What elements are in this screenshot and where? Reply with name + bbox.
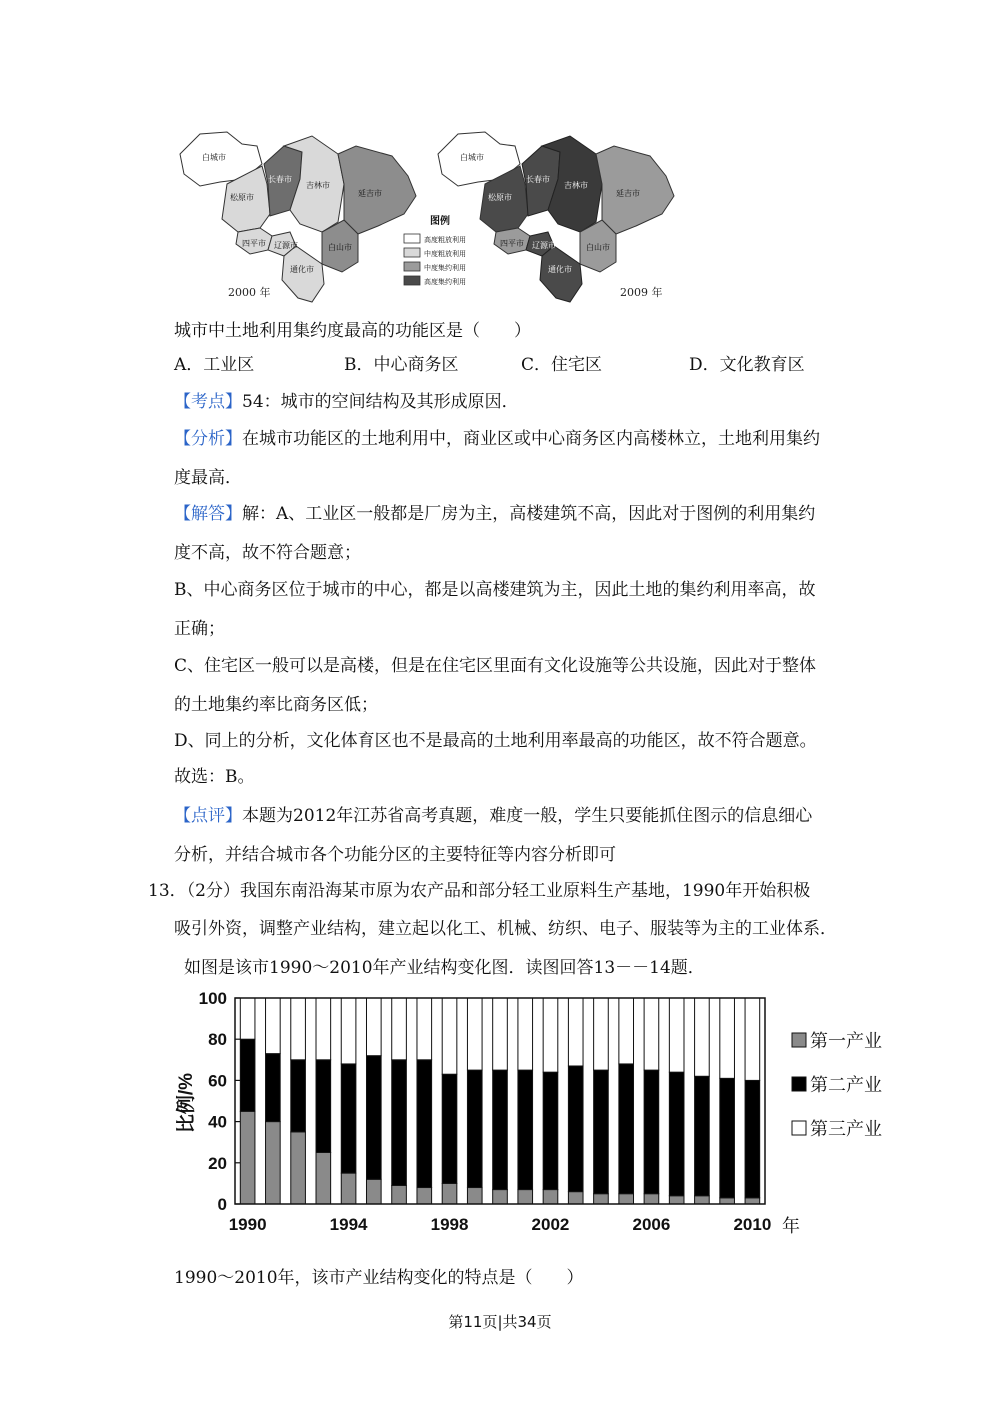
svg-text:长春市: 长春市 <box>526 175 550 184</box>
svg-text:通化市: 通化市 <box>290 265 314 274</box>
bar-segment-2000-series-3 <box>493 998 508 1070</box>
x-tick-label: 2002 <box>531 1215 570 1234</box>
bar-segment-1998-series-1 <box>442 1183 457 1204</box>
jieda-line2: 度不高，故不符合题意； <box>174 543 361 563</box>
bar-segment-1996-series-2 <box>392 1060 407 1186</box>
bar-segment-1999-series-1 <box>467 1188 482 1204</box>
bar-segment-1990-series-3 <box>240 998 255 1039</box>
bar-segment-2009-series-1 <box>720 1198 735 1204</box>
svg-text:白山市: 白山市 <box>586 243 610 252</box>
map-2000-tonghua <box>282 246 324 302</box>
bar-segment-2006-series-2 <box>644 1070 659 1194</box>
q12-option-d: D．文化教育区 <box>689 355 805 375</box>
svg-text:中度集约利用: 中度集约利用 <box>424 264 466 272</box>
x-tick-label: 1994 <box>329 1215 368 1234</box>
bar-segment-2009-series-3 <box>720 998 735 1078</box>
legend-swatch <box>792 1121 806 1135</box>
bar-segment-2004-series-2 <box>594 1070 609 1194</box>
svg-text:白城市: 白城市 <box>460 153 484 162</box>
y-tick-label: 100 <box>198 989 227 1008</box>
bar-segment-2002-series-1 <box>543 1190 558 1204</box>
svg-text:2000 年: 2000 年 <box>228 286 271 299</box>
bar-segment-2000-series-1 <box>493 1190 508 1204</box>
svg-text:松原市: 松原市 <box>230 193 254 202</box>
y-tick-label: 20 <box>208 1153 227 1173</box>
y-tick-label: 40 <box>208 1112 227 1132</box>
map-2009-tonghua <box>540 246 582 302</box>
kaodian-tag: 【考点】 <box>174 392 242 412</box>
dianping-line1: 本题为2012年江苏省高考真题，难度一般，学生只要能抓住图示的信息细心 <box>242 806 813 826</box>
bar-segment-1992-series-2 <box>291 1060 306 1132</box>
bar-segment-2001-series-2 <box>518 1070 533 1189</box>
bar-segment-2003-series-3 <box>568 998 583 1066</box>
dianping-line2: 分析，并结合城市各个功能分区的主要特征等内容分析即可 <box>174 845 616 865</box>
q12-option-a: A．工业区 <box>174 355 255 375</box>
q13-line2: 吸引外资，调整产业结构，建立起以化工、机械、纺织、电子、服装等为主的工业体系． <box>174 919 837 939</box>
bar-segment-1999-series-2 <box>467 1070 482 1187</box>
x-tick-label: 1998 <box>430 1215 469 1234</box>
svg-text:长春市: 长春市 <box>268 175 292 184</box>
bar-segment-2003-series-2 <box>568 1066 583 1192</box>
svg-text:高度集约利用: 高度集约利用 <box>424 278 466 286</box>
svg-text:四平市: 四平市 <box>500 239 524 248</box>
svg-text:辽源市: 辽源市 <box>532 241 556 250</box>
bar-segment-2007-series-3 <box>669 998 684 1072</box>
q12-dianping <box>174 804 812 828</box>
bar-segment-1992-series-1 <box>291 1132 306 1204</box>
bar-segment-2010-series-2 <box>745 1080 760 1197</box>
jieda-line3: B、中心商务区位于城市的中心，都是以高楼建筑为主，因此土地的集约利用率高，故 <box>174 580 816 600</box>
jieda-tag: 【解答】 <box>174 504 242 524</box>
svg-text:白山市: 白山市 <box>328 243 352 252</box>
bar-segment-1995-series-1 <box>366 1179 381 1204</box>
map-2000 <box>180 132 416 302</box>
bar-segment-1990-series-1 <box>240 1111 255 1204</box>
bar-segment-2008-series-2 <box>695 1076 710 1195</box>
bar-segment-1997-series-2 <box>417 1060 432 1188</box>
bar-segment-2004-series-1 <box>594 1194 609 1204</box>
bar-segment-2008-series-3 <box>695 998 710 1076</box>
svg-text:四平市: 四平市 <box>242 239 266 248</box>
q12-option-c: C．住宅区 <box>521 355 603 375</box>
legend-label: 第三产业 <box>810 1119 882 1140</box>
y-axis-label: 比例/% <box>176 1072 197 1134</box>
q12-kaodian <box>174 390 519 414</box>
q12-jieda <box>174 502 815 526</box>
bar-segment-2007-series-1 <box>669 1196 684 1204</box>
jieda-line5: C、住宅区一般可以是高楼，但是在住宅区里面有文化设施等公共设施，因此对于整体 <box>174 656 817 676</box>
bar-segment-2008-series-1 <box>695 1196 710 1204</box>
bar-segment-1996-series-1 <box>392 1185 407 1204</box>
x-tick-label: 2010 <box>733 1215 772 1234</box>
bar-segment-2001-series-3 <box>518 998 533 1070</box>
legend-swatch <box>792 1077 806 1091</box>
bar-segment-2001-series-1 <box>518 1190 533 1204</box>
bar-segment-1997-series-3 <box>417 998 432 1060</box>
bar-segment-2005-series-2 <box>619 1064 634 1194</box>
jieda-line4: 正确； <box>174 619 225 639</box>
legend-label: 第二产业 <box>810 1075 882 1096</box>
svg-text:2009 年: 2009 年 <box>620 286 663 299</box>
q13-line3: 如图是该市1990～2010年产业结构变化图．读图回答13－－14题． <box>184 958 705 978</box>
svg-text:白城市: 白城市 <box>202 153 226 162</box>
bar-segment-1994-series-2 <box>341 1064 356 1173</box>
bar-segment-1996-series-3 <box>392 998 407 1060</box>
q12-option-b: B．中心商务区 <box>344 355 459 375</box>
chart-legend <box>792 1031 882 1140</box>
bar-segment-1990-series-2 <box>240 1039 255 1111</box>
legend-swatch <box>792 1033 806 1047</box>
svg-text:吉林市: 吉林市 <box>306 181 330 190</box>
svg-text:中度粗放利用: 中度粗放利用 <box>424 250 466 258</box>
bar-segment-2002-series-3 <box>543 998 558 1072</box>
y-tick-label: 80 <box>208 1030 227 1050</box>
jieda-line6: 的土地集约率比商务区低； <box>174 695 378 715</box>
x-tick-label: 1990 <box>228 1215 267 1234</box>
map-2009 <box>438 132 674 302</box>
svg-text:通化市: 通化市 <box>548 265 572 274</box>
bar-segment-2007-series-2 <box>669 1072 684 1196</box>
bar-segment-2004-series-3 <box>594 998 609 1070</box>
bar-segment-2000-series-2 <box>493 1070 508 1189</box>
bar-segment-1991-series-1 <box>266 1122 281 1204</box>
fenxi-line2: 度最高． <box>174 468 242 488</box>
svg-text:松原市: 松原市 <box>488 193 512 202</box>
svg-text:图例: 图例 <box>430 216 450 227</box>
bar-segment-2005-series-3 <box>619 998 634 1064</box>
q12-stem: 城市中土地利用集约度最高的功能区是（ ） <box>174 321 531 341</box>
y-tick-label: 0 <box>217 1195 227 1214</box>
industry-structure-chart <box>170 985 910 1245</box>
bar-segment-1993-series-3 <box>316 998 331 1060</box>
svg-text:高度粗放利用: 高度粗放利用 <box>424 236 466 244</box>
bar-segment-1995-series-3 <box>366 998 381 1056</box>
bar-segment-1999-series-3 <box>467 998 482 1070</box>
y-tick-label: 60 <box>208 1071 227 1091</box>
bar-segment-2006-series-1 <box>644 1194 659 1204</box>
jieda-line7: D、同上的分析，文化体育区也不是最高的土地利用率最高的功能区，故不符合题意。 <box>174 731 817 751</box>
page-footer: 第11页|共34页 <box>448 1313 552 1331</box>
fenxi-line1: 在城市功能区的土地利用中，商业区或中心商务区内高楼林立，土地利用集约 <box>242 429 820 449</box>
svg-text:辽源市: 辽源市 <box>274 241 298 250</box>
dianping-tag: 【点评】 <box>174 806 242 826</box>
q13-line1: 13．（2分）我国东南沿海某市原为农产品和部分轻工业原料生产基地，1990年开始积极 <box>148 881 811 901</box>
bar-segment-1991-series-3 <box>266 998 281 1054</box>
land-use-map-figure <box>172 124 676 304</box>
bar-segment-2002-series-2 <box>543 1072 558 1189</box>
bar-segment-1998-series-3 <box>442 998 457 1074</box>
bar-segment-2010-series-1 <box>745 1198 760 1204</box>
bar-segment-1992-series-3 <box>291 998 306 1060</box>
bar-segment-2003-series-1 <box>568 1192 583 1204</box>
bar-segment-1993-series-2 <box>316 1060 331 1153</box>
bar-segment-2005-series-1 <box>619 1194 634 1204</box>
map-legend <box>404 214 466 286</box>
chart-x-axis <box>229 1215 772 1234</box>
bar-segment-1994-series-1 <box>341 1173 356 1204</box>
bar-segment-1994-series-3 <box>341 998 356 1064</box>
jieda-line1: 解：A、工业区一般都是厂房为主，高楼建筑不高，因此对于图例的利用集约 <box>242 504 816 524</box>
chart-bars <box>240 998 759 1204</box>
svg-text:延吉市: 延吉市 <box>616 189 640 198</box>
fenxi-tag: 【分析】 <box>174 429 242 449</box>
bar-segment-1993-series-1 <box>316 1153 331 1205</box>
legend-label: 第一产业 <box>810 1031 882 1052</box>
bar-segment-1998-series-2 <box>442 1074 457 1183</box>
kaodian-text: 54：城市的空间结构及其形成原因． <box>242 392 519 412</box>
bar-segment-1995-series-2 <box>366 1056 381 1180</box>
bar-segment-1991-series-2 <box>266 1054 281 1122</box>
x-tick-label: 2006 <box>632 1215 671 1234</box>
jieda-line8: 故选：B。 <box>174 767 255 787</box>
svg-text:吉林市: 吉林市 <box>564 181 588 190</box>
svg-text:延吉市: 延吉市 <box>358 189 382 198</box>
chart-y-axis <box>199 989 240 1214</box>
bar-segment-2006-series-3 <box>644 998 659 1070</box>
q13-question: 1990～2010年，该市产业结构变化的特点是（ ） <box>174 1268 584 1288</box>
q12-fenxi <box>174 427 820 451</box>
bar-segment-2010-series-3 <box>745 998 760 1080</box>
bar-segment-2009-series-2 <box>720 1078 735 1197</box>
bar-segment-1997-series-1 <box>417 1188 432 1204</box>
x-axis-unit: 年 <box>782 1216 800 1237</box>
